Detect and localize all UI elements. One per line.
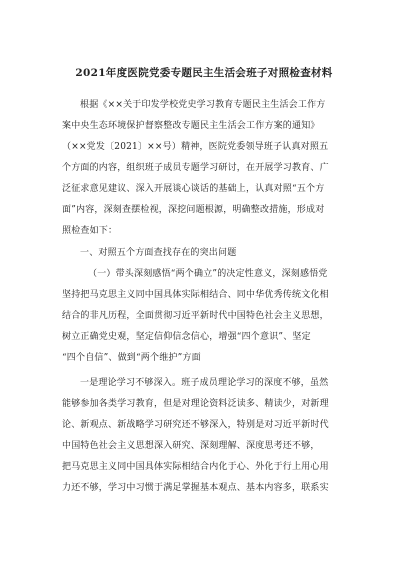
subsection-heading-line: 结合的非凡历程，全面贯彻习近平新时代中国特色社会主义思想，: [62, 311, 329, 321]
paragraph-line: 论、新观点、新战略学习研究还不够深入，特别是对习近平新时代: [62, 420, 329, 430]
paragraph-line: 照检查如下：: [62, 226, 118, 236]
paragraph-line: 根据《××关于印发学校党史学习教育专题民主生活会工作方: [80, 100, 326, 110]
document-title: 2021年度医院党委专题民主生活会班子对照检查材料: [75, 67, 333, 79]
paragraph-line: 面”内容，深刻查摆检视，深挖问题根源，明确整改措施，形成对: [62, 205, 325, 215]
subsection-heading-line: 坚持把马克思主义同中国具体实际相结合、同中华优秀传统文化相: [62, 290, 329, 300]
section-heading: 一、对照五个方面查找存在的突出问题: [80, 248, 237, 258]
paragraph-line: 案中央生态环境保护督察整改专题民主生活会工作方案的通知》: [62, 121, 320, 131]
paragraph-line: 力还不够，学习中习惯于满足掌握基本观点、基本内容多，联系实: [62, 483, 329, 493]
subsection-heading-line: 树立正确党史观，坚定信仰信念信心，增强“四个意识”、坚定: [62, 332, 311, 342]
paragraph-line: 泛征求意见建议、深入开展谈心谈话的基础上，认真对照“五个方: [62, 184, 325, 194]
subsection-heading-line: “四个自信”、做到“两个维护”方面: [62, 353, 201, 363]
paragraph-line: 把马克思主义同中国具体实际相结合内化于心、外化于行上用心用: [62, 462, 329, 472]
paragraph-line: 中国特色社会主义思想深入研究、深刻理解、深度思考还不够，: [62, 441, 320, 451]
paragraph-line: 能够参加各类学习教育，但是对理论资料泛读多、精读少，对新理: [62, 399, 329, 409]
paragraph-line: （××党发〔2021〕××号）精神，医院党委领导班子认真对照五: [62, 142, 329, 152]
paragraph-line: 个方面的内容，组织班子成员专题学习研讨，在开展学习教育、广: [62, 163, 329, 173]
subsection-heading-line: （一）带头深刻感悟“两个确立”的决定性意义，深刻感悟党: [88, 269, 328, 279]
paragraph-line: 一是理论学习不够深入。班子成员理论学习的深度不够，虽然: [80, 378, 329, 388]
